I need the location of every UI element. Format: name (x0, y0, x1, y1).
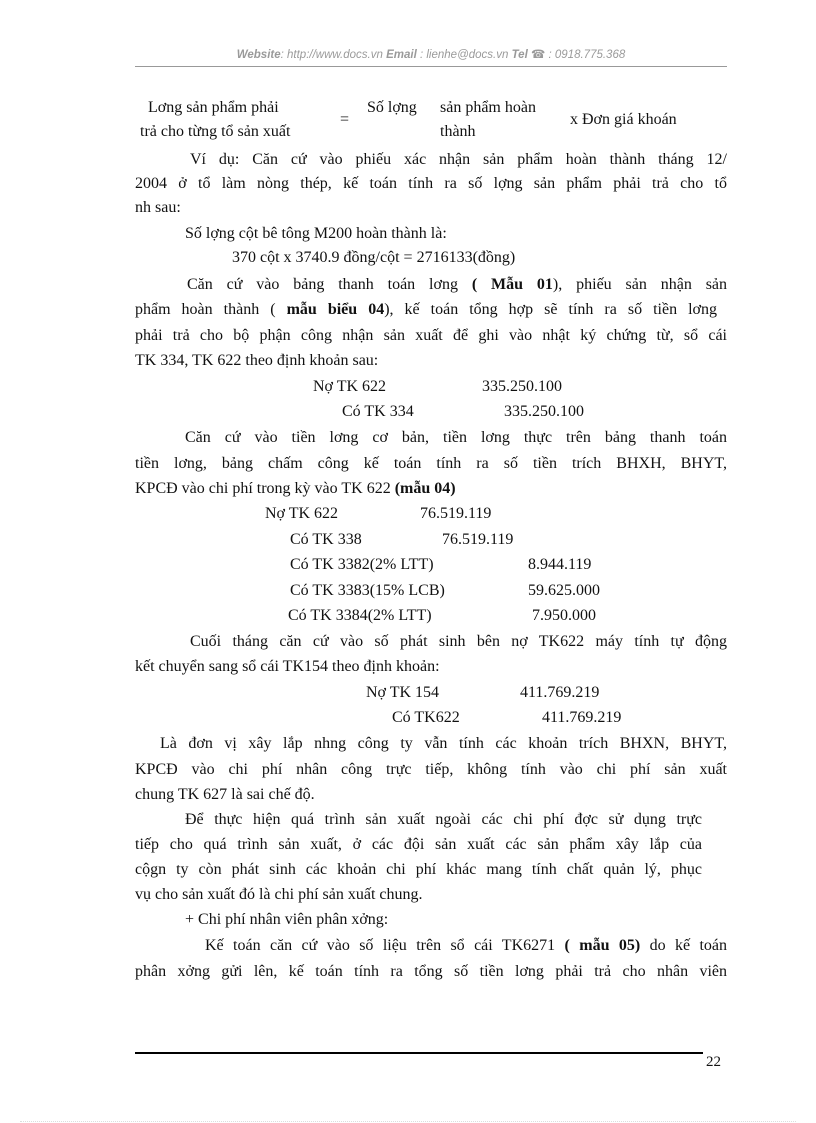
footer-divider (135, 1052, 703, 1054)
text-run: ), kế toán tổng hợp sẽ tính ra số tiền lơng (384, 301, 718, 318)
email-label: Email (386, 49, 417, 61)
text-run: Kế toán căn cứ vào số liệu trên sổ cái TK6271 (205, 937, 556, 954)
paragraph-line: 2004 ở tổ làm nòng thép, kế toán tính ra số lợng sản phẩm phải trả cho tổ (135, 175, 727, 192)
formula-left-1: Lơng sản phẩm phải (148, 99, 279, 116)
formula-mid-a: Số lợng (367, 99, 417, 116)
paragraph-line (205, 936, 727, 956)
text-run: ), phiếu sản nhận sản (552, 276, 728, 293)
page-number: 22 (706, 1054, 721, 1070)
entry-amount: 411.769.219 (520, 684, 600, 701)
paragraph-line: Số lợng cột bê tông M200 hoàn thành là: (185, 225, 447, 242)
paragraph-line: KPCĐ vào chi phí nhân công trực tiếp, không tính vào chi phí sản xuất (135, 761, 727, 778)
entry-account: Có TK 338 (290, 531, 362, 548)
website-value: : http://www.docs.vn (280, 49, 383, 61)
entry-amount: 335.250.100 (504, 403, 584, 420)
paragraph-line (187, 275, 727, 295)
paragraph-line (135, 300, 717, 320)
paragraph-line: Cuối tháng căn cứ vào số phát sinh bên nợ TK622 máy tính tự động (190, 633, 727, 650)
paragraph-line: TK 334, TK 622 theo định khoản sau: (135, 352, 379, 369)
entry-account: Có TK622 (392, 709, 460, 726)
form-ref-bold: ( mẫu 05) (564, 937, 641, 954)
formula-right: x Đơn giá khoán (570, 111, 677, 128)
paragraph-line: cộgn ty còn phát sinh các khoản chi phí khác mang tính chất quản lý, phục (135, 861, 702, 878)
entry-amount: 76.519.119 (420, 505, 492, 522)
paragraph-line: tiếp cho quá trình sản xuất, ở các đội sản xuất các sản phẩm xây lắp của (135, 836, 702, 853)
entry-account: Nợ TK 154 (366, 684, 440, 701)
page-header (135, 47, 727, 61)
paragraph-line: phải trả cho bộ phận công nhận sản xuất để ghi vào nhật ký chứng từ, sổ cái (135, 327, 727, 344)
entry-amount: 76.519.119 (442, 531, 514, 548)
tel-value: ☎ : 0918.775.368 (530, 49, 626, 61)
entry-account: Nợ TK 622 (265, 505, 339, 522)
entry-account: Có TK 3383(15% LCB) (290, 582, 445, 599)
paragraph-line: Để thực hiện quá trình sản xuất ngoài các chi phí đợc sử dụng trực (185, 811, 702, 828)
entry-account: Có TK 3382(2% LTT) (290, 556, 434, 573)
text-run: KPCĐ vào chi phí trong kỳ vào TK 622 (135, 480, 391, 497)
email-value: : lienhe@docs.vn (419, 49, 509, 61)
paragraph-line: phân xởng gửi lên, kế toán tính ra tổng số tiền lơng phải trả cho nhân viên (135, 963, 727, 980)
entry-account: Có TK 334 (342, 403, 414, 420)
website-label: Website (236, 49, 281, 61)
formula-equals: = (340, 111, 350, 128)
text-run: Căn cứ vào bảng thanh toán lơng (187, 276, 458, 293)
paragraph-line: nh sau: (135, 199, 181, 216)
entry-amount: 411.769.219 (542, 709, 622, 726)
entry-amount: 59.625.000 (528, 582, 600, 599)
form-ref-bold: mẫu biểu 04 (286, 301, 385, 318)
paragraph-line: chung TK 627 là sai chế độ. (135, 786, 315, 803)
paragraph-line: Là đơn vị xây lắp nhng công ty vẫn tính các khoản trích BHXN, BHYT, (160, 735, 727, 752)
tel-label: Tel (511, 49, 528, 61)
page-edge-line (20, 1121, 796, 1122)
entry-account: Nợ TK 622 (313, 378, 387, 395)
entry-account: Có TK 3384(2% LTT) (288, 607, 432, 624)
text-run: do kế toán (649, 937, 727, 954)
paragraph-line (135, 479, 456, 499)
formula-left-2: trả cho từng tổ sản xuất (140, 123, 291, 140)
text-run: phẩm hoàn thành ( (135, 301, 276, 318)
paragraph-line: Căn cứ vào tiền lơng cơ bản, tiền lơng thực trên bảng thanh toán (185, 429, 727, 446)
form-ref-bold: (mẫu 04) (394, 480, 456, 497)
entry-amount: 8.944.119 (528, 556, 592, 573)
paragraph-line: 370 cột x 3740.9 đồng/cột = 2716133(đồng) (232, 249, 516, 266)
entry-amount: 335.250.100 (482, 378, 562, 395)
header-divider (135, 66, 727, 67)
paragraph-line: Ví dụ: Căn cứ vào phiếu xác nhận sản phẩm hoàn thành tháng 12/ (190, 151, 727, 168)
paragraph-line: + Chi phí nhân viên phân xởng: (185, 911, 389, 928)
formula-mid-b2: thành (440, 123, 476, 140)
form-ref-bold: ( Mẫu 01 (471, 276, 553, 293)
paragraph-line: tiền lơng, bảng chấm công kế toán tính ra số tiền trích BHXH, BHYT, (135, 455, 727, 472)
formula-mid-b1: sản phẩm hoàn (440, 99, 536, 116)
paragraph-line: vụ cho sản xuất đó là chi phí sản xuất chung. (135, 886, 423, 903)
paragraph-line: kết chuyển sang sổ cái TK154 theo định khoản: (135, 658, 440, 675)
entry-amount: 7.950.000 (532, 607, 596, 624)
